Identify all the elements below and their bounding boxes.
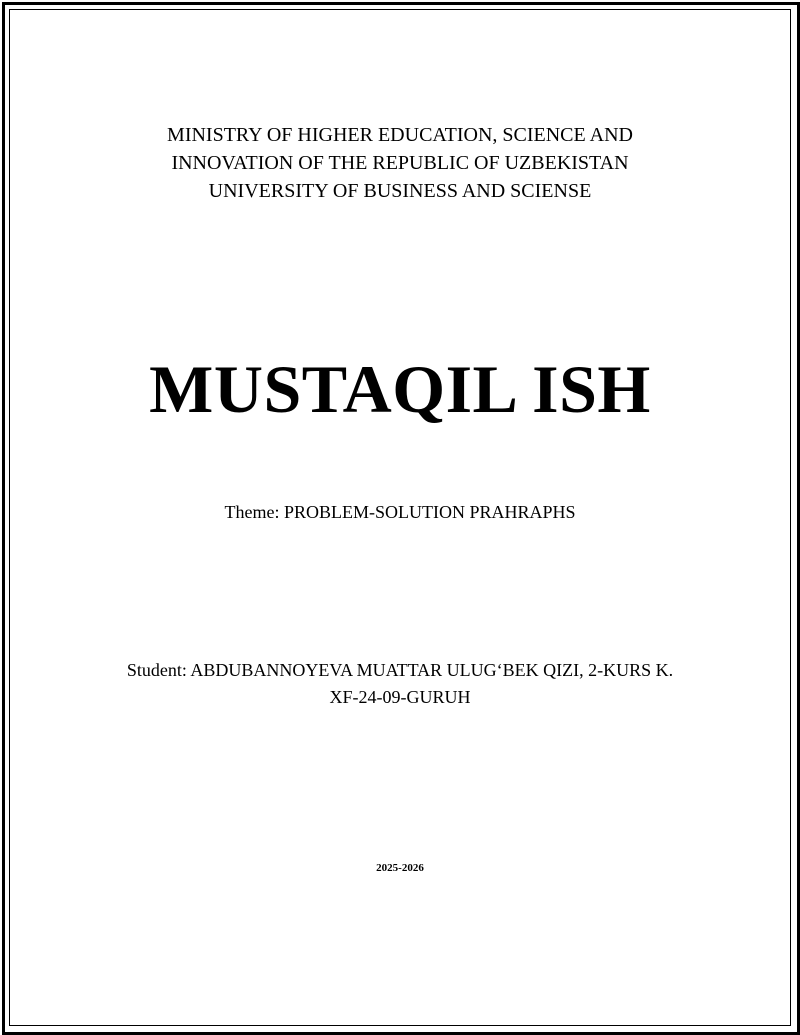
institution-line-2: INNOVATION OF THE REPUBLIC OF UZBEKISTAN xyxy=(171,152,629,174)
student-line-1: Student: ABDUBANNOYEVA MUATTAR ULUG‘BEK QIZI, 2-KURS K. xyxy=(126,660,674,680)
institution-line-3: UNIVERSITY OF BUSINESS AND SCIENSE xyxy=(208,180,592,202)
student-line-2: XF-24-09-GURUH xyxy=(329,687,471,707)
academic-year: 2025-2026 xyxy=(376,862,424,874)
theme-line: Theme: PROBLEM-SOLUTION PRAHRAPHS xyxy=(224,502,576,522)
page-title: MUSTAQIL ISH xyxy=(149,351,651,427)
institution-header xyxy=(0,121,800,205)
student-info xyxy=(0,657,800,711)
institution-line-1: MINISTRY OF HIGHER EDUCATION, SCIENCE AND xyxy=(167,124,633,146)
